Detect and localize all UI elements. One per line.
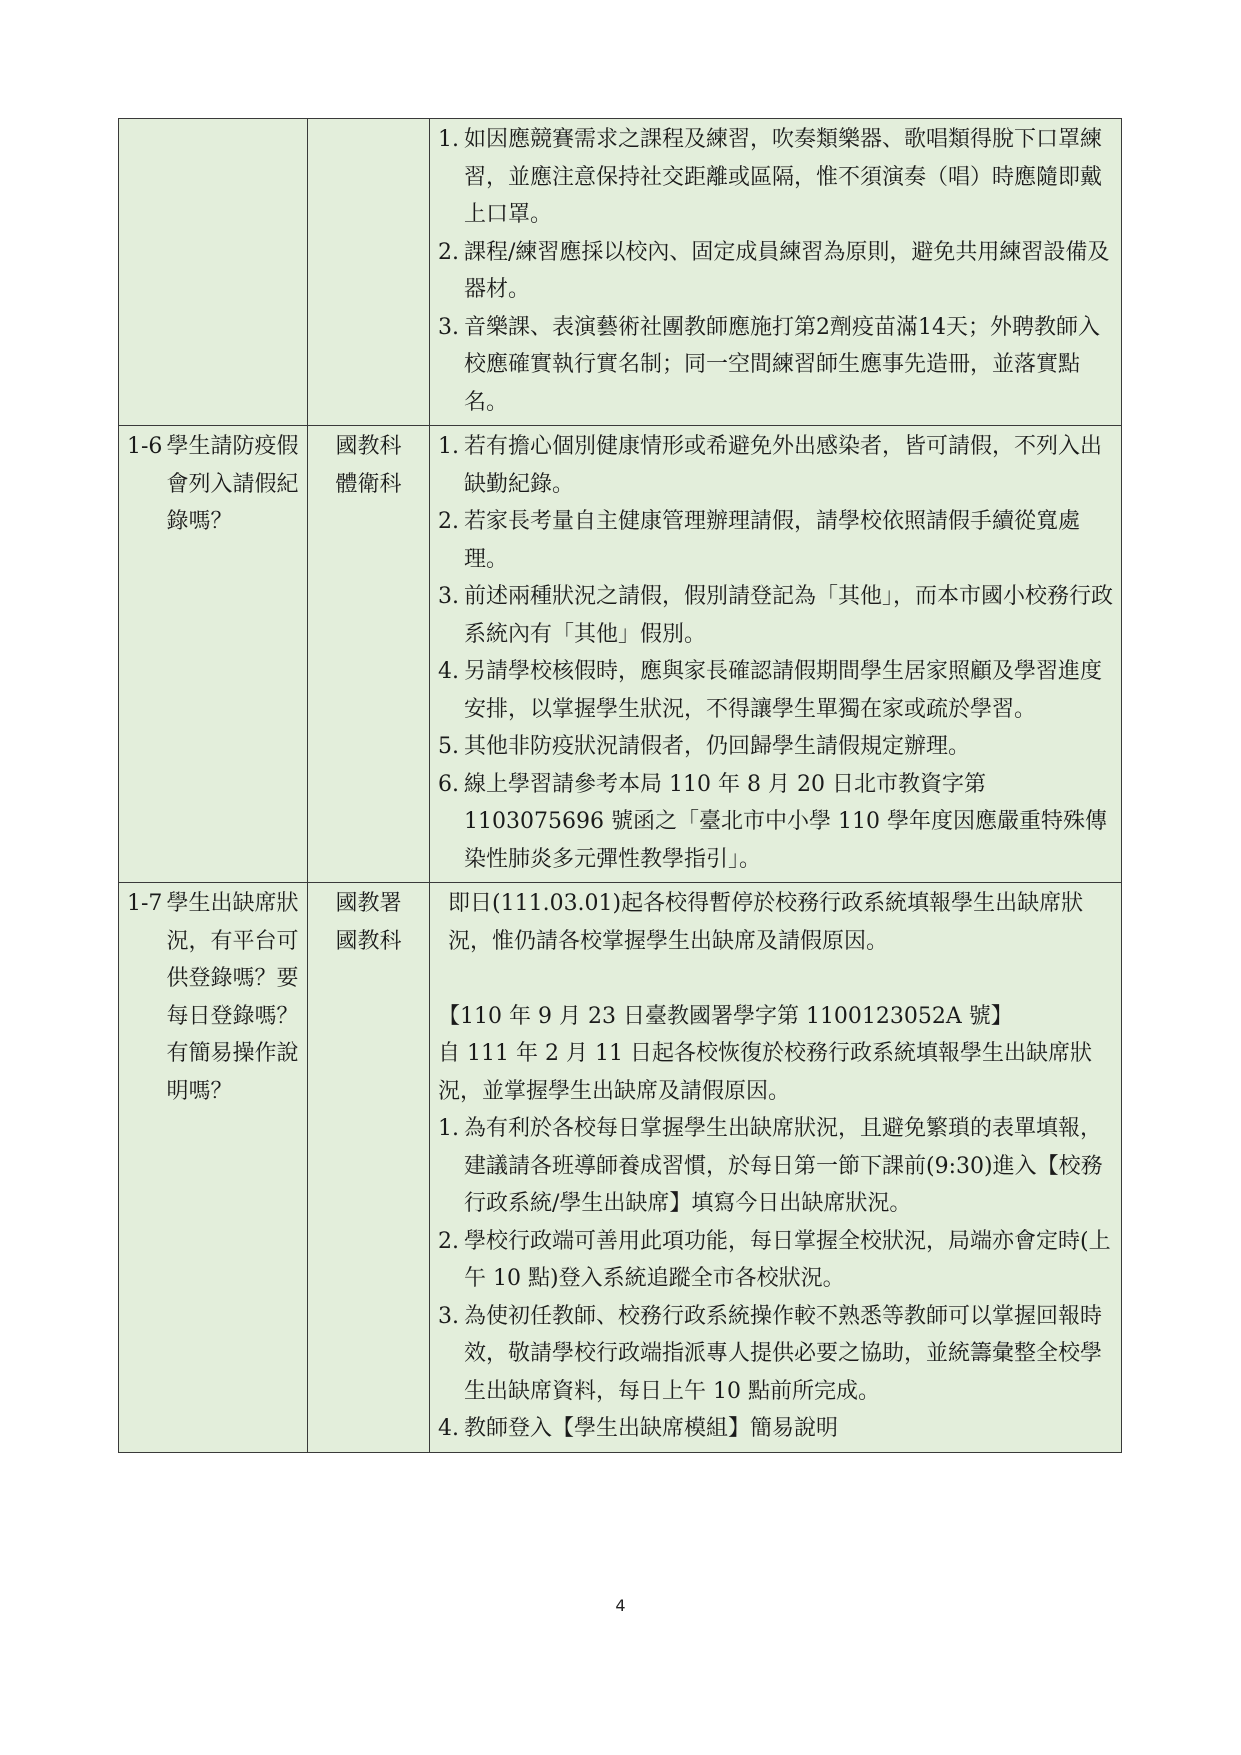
answer-list — [438, 428, 1113, 878]
table-row — [119, 426, 1122, 883]
department-cell — [308, 883, 430, 1453]
list-item: 4. 另請學校核假時，應與家長確認請假期間學生居家照顧及學習進度安排，以掌握學生狀況，不得讓學生單獨在家或疏於學習。 — [438, 659, 1103, 722]
answer-cell — [430, 119, 1122, 426]
list-item: 2. 學校行政端可善用此項功能，每日掌握全校狀況，局端亦會定時(上午 10 點)登入系統追蹤全市各校狀況。 — [438, 1228, 1111, 1291]
department-cell — [308, 119, 430, 426]
list-item: 2. 若家長考量自主健康管理辦理請假，請學校依照請假手續從寬處理。 — [438, 509, 1081, 572]
list-item: 3. 前述兩種狀況之請假，假別請登記為「其他」，而本市國小校務行政系統內有「其他」假別。 — [438, 584, 1114, 647]
list-item: 3. 為使初任教師、校務行政系統操作較不熟悉等教師可以掌握回報時效，敬請學校行政端指派專人提供必要之協助，並統籌彙整全校學生出缺席資料，每日上午 10 點前所完成。 — [438, 1303, 1103, 1404]
answer-list — [438, 121, 1113, 421]
question-cell — [119, 119, 308, 426]
question-number: 1-6 — [127, 434, 163, 459]
department-label: 國教科 — [335, 434, 402, 459]
list-item: 6. 線上學習請參考本局 110 年 8 月 20 日北市教資字第1103075696 號函之「臺北市中小學 110 學年度因應嚴重特殊傳染性肺炎多元彈性教學指引」。 — [438, 771, 1107, 872]
list-item: 1. 如因應競賽需求之課程及練習，吹奏類樂器、歌唱類得脫下口罩練習，並應注意保持社交距離或區隔，惟不須演奏（唱）時應隨即戴上口罩。 — [438, 127, 1103, 227]
table-row — [119, 119, 1122, 426]
question-text: 學生請防疫假會列入請假紀錄嗎？ — [166, 434, 299, 534]
answer-paragraph: 即日(111.03.01)起各校得暫停於校務行政系統填報學生出缺席狀況，惟仍請各校掌握學生出缺席及請假原因。 — [448, 891, 1084, 954]
question-text: 學生出缺席狀況，有平台可供登錄嗎？要每日登錄嗎？有簡易操作說明嗎？ — [166, 891, 299, 1104]
list-item: 2. 課程/練習應採以校內、固定成員練習為原則，避免共用練習設備及器材。 — [438, 239, 1110, 302]
department-cell — [308, 426, 430, 883]
answer-cell — [430, 883, 1122, 1453]
page-number: 4 — [615, 1596, 626, 1615]
faq-table — [118, 118, 1122, 1453]
department-label: 國教署 — [335, 891, 402, 916]
document-reference: 【110 年 9 月 23 日臺教國署學字第 1100123052A 號】 — [438, 1003, 1013, 1029]
department-label: 體衛科 — [335, 471, 402, 497]
list-item: 5. 其他非防疫狀況請假者，仍回歸學生請假規定辦理。 — [438, 734, 971, 759]
department-label: 國教科 — [335, 928, 402, 954]
list-item: 1. 若有擔心個別健康情形或希避免外出感染者，皆可請假，不列入出缺勤紀錄。 — [438, 434, 1103, 497]
blank-line — [438, 960, 1113, 998]
list-item: 1. 為有利於各校每日掌握學生出缺席狀況，且避免繁瑣的表單填報，建議請各班導師養成習慣，於每日第一節下課前(9:30)進入【校務行政系統/學生出缺席】填寫今日出缺席狀況。 — [438, 1116, 1103, 1216]
list-item: 3. 音樂課、表演藝術社團教師應施打第2劑疫苗滿14天；外聘教師入校應確實執行實名制；同一空間練習師生應事先造冊，並落實點名。 — [438, 314, 1100, 415]
answer-paragraph: 自 111 年 2 月 11 日起各校恢復於校務行政系統填報學生出缺席狀況，並掌握學生出缺席及請假原因。 — [438, 1041, 1092, 1104]
list-item: 4. 教師登入【學生出缺席模組】簡易說明 — [438, 1416, 839, 1441]
answer-list — [438, 1110, 1113, 1448]
question-cell — [119, 883, 308, 1453]
question-number: 1-7 — [127, 891, 163, 916]
table-row — [119, 883, 1122, 1453]
answer-cell — [430, 426, 1122, 883]
question-cell — [119, 426, 308, 883]
